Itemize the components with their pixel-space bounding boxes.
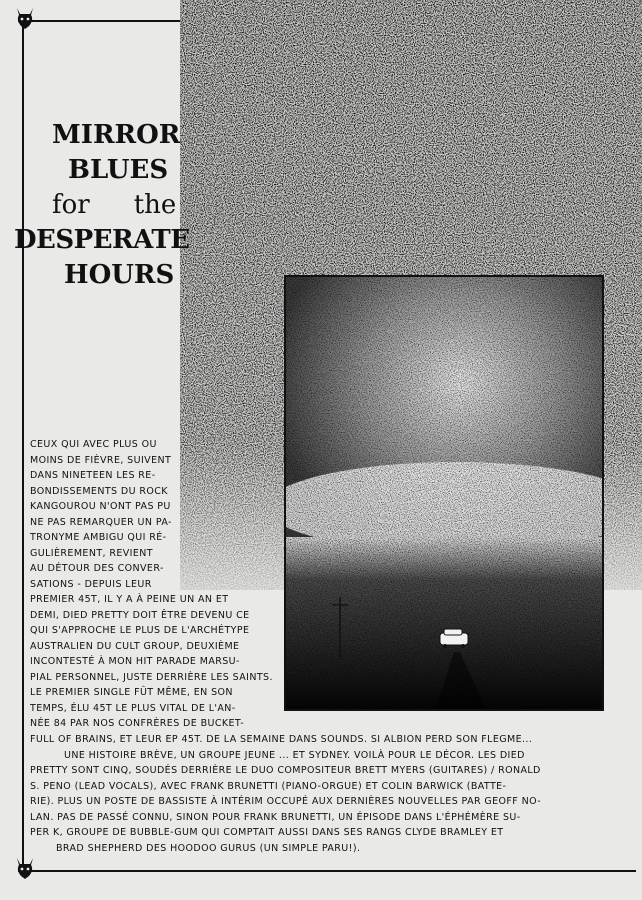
article-line: BRAD SHEPHERD DES HOODOO GURUS (UN SIMPLE PARU!). bbox=[56, 842, 361, 854]
article-title bbox=[14, 118, 190, 293]
article-line: FULL OF BRAINS, ET LEUR EP 45T. DE LA SEMAINE DANS SOUNDS. SI ALBION PERD SON FLEGME... bbox=[30, 734, 533, 745]
devil-head-icon bbox=[14, 6, 36, 30]
article-line: SATIONS - DEPUIS LEUR bbox=[30, 578, 152, 590]
article-line: PER K, GROUPE DE BUBBLE-GUM QUI COMPTAIT AUSSI DANS SES RANGS CLYDE BRAMLEY ET bbox=[30, 827, 504, 838]
article-line: PREMIER 45T, IL Y A À PEINE UN AN ET bbox=[30, 594, 229, 605]
title-line-2: BLUES bbox=[68, 155, 169, 185]
article-line: INCONTESTÉ À MON HIT PARADE MARSU- bbox=[30, 656, 240, 667]
article-line: AUSTRALIEN DU CULT GROUP, DEUXIÈME bbox=[30, 640, 240, 652]
article-line: BONDISSEMENTS DU ROCK bbox=[30, 485, 168, 497]
article-line: QUI S'APPROCHE LE PLUS DE L'ARCHÉTYPE bbox=[30, 625, 250, 636]
article-line: S. PENO (LEAD VOCALS), AVEC FRANK BRUNETTI (PIANO-ORGUE) ET COLIN BARWICK (BATTE- bbox=[30, 780, 507, 792]
article-line: NÉE 84 PAR NOS CONFRÈRES DE BUCKET- bbox=[30, 718, 245, 729]
article-line: LAN. PAS DE PASSÉ CONNU, SINON POUR FRANK BRUNETTI, UN ÉPISODE DANS L'ÉPHÉMÈRE SU- bbox=[30, 811, 521, 823]
article-line: PIAL PERSONNEL, JUSTE DERRIÈRE LES SAINTS. bbox=[30, 671, 273, 683]
bottom-rule bbox=[18, 870, 636, 872]
article-line: LE PREMIER SINGLE FÛT MÊME, EN SON bbox=[30, 687, 233, 698]
storm-road-photo bbox=[284, 275, 604, 711]
article-line: CEUX QUI AVEC PLUS OU bbox=[30, 439, 157, 450]
article-line: NE PAS REMARQUER UN PA- bbox=[30, 516, 172, 528]
title-line-5: HOURS bbox=[64, 260, 175, 290]
article-line: KANGOUROU N'ONT PAS PU bbox=[30, 501, 171, 512]
title-line-4: DESPERATE bbox=[14, 225, 190, 255]
article-line: GULIÈREMENT, REVIENT bbox=[30, 547, 153, 559]
title-line-3 bbox=[14, 188, 190, 223]
title-word-the: the bbox=[133, 190, 177, 220]
article-wide bbox=[30, 732, 620, 856]
article-line: AU DÉTOUR DES CONVER- bbox=[30, 563, 164, 574]
article-line: RIE). PLUS UN POSTE DE BASSISTE À INTÉRIM OCCUPÉ AUX DERNIÈRES NOUVELLES PAR GEOFF NO- bbox=[30, 796, 542, 807]
article-line: TEMPS, ÉLU 45T LE PLUS VITAL DE L'AN- bbox=[30, 702, 236, 714]
article-line: PRETTY SONT CINQ, SOUDÉS DERRIÈRE LE DUO COMPOSITEUR BRETT MYERS (GUITARES) / RONALD bbox=[30, 765, 541, 776]
article-line: TRONYME AMBIGU QUI RÉ- bbox=[30, 532, 167, 543]
title-line-1: MIRROR bbox=[52, 120, 181, 150]
article-line: MOINS DE FIÈVRE, SUIVENT bbox=[30, 454, 172, 466]
article-line: UNE HISTOIRE BRÈVE, UN GROUPE JEUNE ... ET SYDNEY. VOILÀ POUR LE DÉCOR. LES DIED bbox=[64, 749, 525, 761]
title-word-for: for bbox=[52, 190, 90, 220]
article-line: DEMI, DIED PRETTY DOIT ÊTRE DEVENU CE bbox=[30, 609, 250, 621]
article-line: DANS NINETEEN LES RE- bbox=[30, 470, 156, 481]
article-column bbox=[30, 437, 282, 732]
devil-head-icon bbox=[14, 856, 36, 880]
